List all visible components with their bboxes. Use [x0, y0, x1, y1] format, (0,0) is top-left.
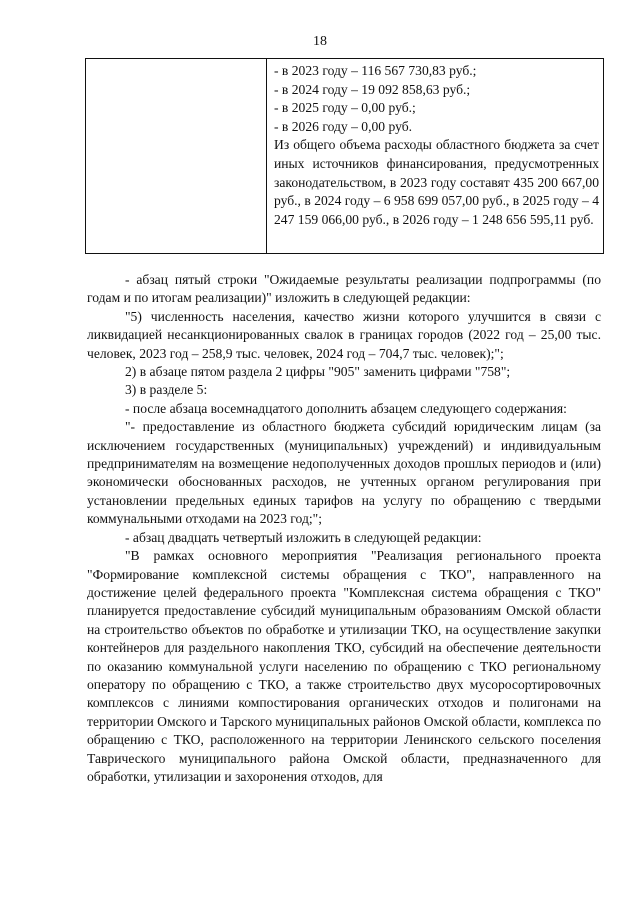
paragraph-amend-expected-results: - абзац пятый строки "Ожидаемые результаты реализации подпрограммы (по годам и по итогам реализации)" изложить в следующей редакции:	[87, 272, 601, 306]
paragraph-add-after-18: - после абзаца восемнадцатого дополнить абзацем следующего содержания:	[125, 400, 567, 416]
funding-line-2025: - в 2025 году – 0,00 руб.;	[274, 100, 416, 116]
page-number: 18	[313, 34, 327, 49]
funding-line-2026: - в 2026 году – 0,00 руб.	[274, 118, 413, 134]
budget-table	[85, 58, 604, 254]
funding-line-2023: - в 2023 году – 116 567 730,83 руб.;	[274, 63, 477, 78]
table-column-divider	[266, 59, 267, 253]
table-cell-funding	[274, 62, 599, 229]
paragraph-subsidies-quote: "- предоставление из областного бюджета субсидий юридическим лицам (за исключением государственных (муниципальных) учреждений) и индивидуальным предпринимателям на возмещение недополученных доходов прошлых периодов и (или) экономически обоснованных расходов, не учтенных органом регулирования при установлении предельных единых тарифов на услугу по обращению с твердыми коммунальными отходами на 2023 год;";	[87, 419, 601, 527]
document-body	[87, 271, 601, 786]
paragraph-amend-24: - абзац двадцать четвертый изложить в следующей редакции:	[125, 529, 482, 545]
paragraph-section2-change: 2) в абзаце пятом раздела 2 цифры "905" заменить цифрами "758";	[125, 364, 511, 380]
funding-other-sources-paragraph: Из общего объема расходы областного бюджета за счет иных источников финансирования, предусмотренных законодательством, в 2023 году составят 435 200 667,00 руб., в 2024 году – 6 958 699 057,00 руб., в 2025 году – 4 247 159 066,00 руб., в 2026 году – 1 248 656 595,11 руб.	[274, 137, 599, 227]
paragraph-population-quote: "5) численность населения, качество жизни которого улучшится в связи с ликвидацией несанкционированных свалок в границах городов (2022 год – 25,00 тыс. человек, 2023 год – 258,9 тыс. человек, 2024 год – 704,7 тыс. человек);";	[87, 308, 601, 361]
paragraph-regional-project-quote: "В рамках основного мероприятия "Реализация регионального проекта "Формирование комплексной системы обращения с ТКО", направленного на достижение целей федерального проекта "Комплексная система обращения с ТКО" планируется предоставление субсидий муниципальным образованиям Омской области на строительство объектов по обработке и утилизации ТКО, на осуществление закупки контейнеров для раздельного накопления ТКО, субсидий на обеспечение деятельности по оказанию коммунальной услуги населению по обращению с ТКО региональному оператору по обращению с ТКО, а также строительство двух мусоросортировочных комплексов с линиями компостирования органических отходов и полигонами на территории Омского и Тарского муниципальных районов Омской области, комплекса по обращению с ТКО, расположенного на территории Ленинского сельского поселения Таврического муниципального района Омской области, предназначенного для обработки, утилизации и захоронения отходов, для	[87, 548, 601, 784]
funding-line-2024: - в 2024 году – 19 092 858,63 руб.;	[274, 81, 471, 97]
paragraph-section5-heading: 3) в разделе 5:	[125, 382, 208, 398]
